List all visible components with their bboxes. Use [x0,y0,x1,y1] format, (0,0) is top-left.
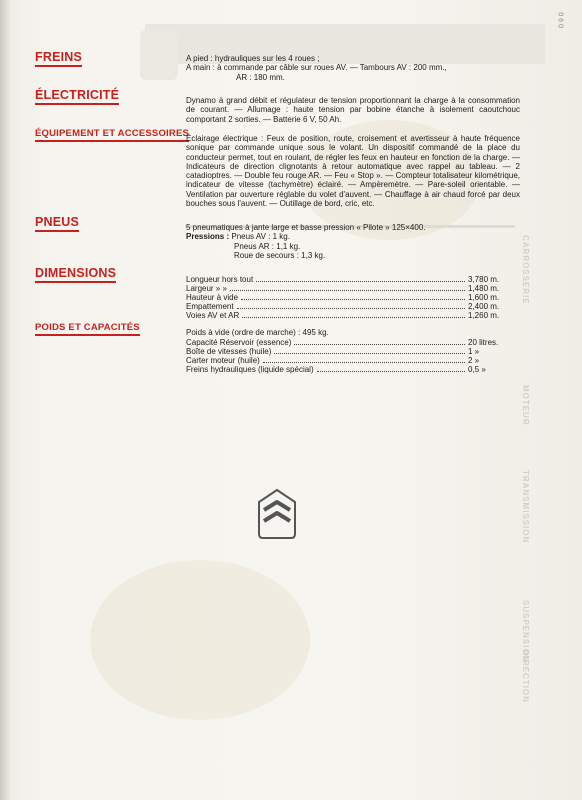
dimension-row [186,311,518,320]
electricite-text: Dynamo à grand débit et régulateur de tension proportionnant la charge à la consommation de courant. — Allumage : haute tension par bobine étanche à isolement caoutchouc comportant 2 sorties. — Batterie 6 V, 50 Ah. [186,96,520,124]
dimension-value: 3,780 m. [468,275,500,284]
show-through-label: SUSPENSION [521,600,530,663]
dimension-label: Longueur hors tout [186,275,254,284]
dimension-value: 2,400 m. [468,302,500,311]
dot-leader [317,371,465,372]
dimension-label: Empattement [186,302,234,311]
section-title-equipement: ÉQUIPEMENT ET ACCESSOIRES [35,128,189,142]
section-title-electricite: ÉLECTRICITÉ [35,88,119,105]
dimension-label: Voies AV et AR [186,311,240,320]
dimension-value: 1,480 m. [468,284,500,293]
capacity-label: Boîte de vitesses (huile) [186,347,272,356]
section-title-poids: POIDS ET CAPACITÉS [35,322,140,336]
paper-stain [90,560,310,720]
pression-ar: Pneus AR : 1,1 kg. [234,241,301,251]
pressions-label: Pressions : [186,232,230,242]
dimension-row [186,302,518,311]
dot-leader [256,281,465,282]
freins-text [186,54,520,82]
dot-leader [294,344,465,345]
capacity-row [186,356,518,365]
dot-leader [237,308,465,309]
dimension-value: 1,600 m. [468,293,500,302]
show-through-logo [140,30,178,80]
dot-leader [274,353,465,354]
dimension-row [186,293,518,302]
capacity-value: 2 » [468,356,480,365]
poids-first-line: Poids à vide (ordre de marche) : 495 kg. [186,328,329,337]
pression-secours: Roue de secours : 1,3 kg. [234,250,326,260]
dot-leader [242,317,465,318]
capacity-row [186,338,518,347]
capacity-value: 1 » [468,347,480,356]
capacity-value: 0,5 » [468,365,486,374]
dimension-value: 1,260 m. [468,311,500,320]
citroen-double-chevron-icon [255,488,299,540]
dimension-label: Hauteur à vide [186,293,239,302]
equipement-text: Éclairage électrique : Feux de position, route, croisement et avertisseur à haute fréquence sonique par commande unique sous le volant. Un dispositif commandé de la place du conducteur permet, tout en roulant, de régler les feux en hauteur en fonction de la charge. — Indicateurs de direction clignotants à retour automatique avec rappel au tableau. — 2 catadioptres. — Double feu rouge AR. — Feu « Stop ». — Compteur totalisateur kilométrique, indicateur de vitesse (tachymètre) éclairé. — Ampèremètre. — Pare-soleil orientable. — Ventilation par ouverture réglable du volet d'auvent. — Chauffage à air chaud forcé par deux bouches sous l'auvent. — Outillage de bord, cric, etc. [186,134,520,209]
pression-av: Pneus AV : 1 kg. [231,232,290,242]
show-through-label: CARROSSERIE [521,235,530,305]
page-binding-edge [0,0,10,800]
capacity-row [186,347,518,356]
capacity-value: 20 litres. [468,338,499,347]
freins-line: AR : 180 mm. [236,72,285,82]
capacity-label: Freins hydrauliques (liquide spécial) [186,365,314,374]
section-title-freins: FREINS [35,50,82,67]
freins-line: A pied : hydrauliques sur les 4 roues ; [186,54,320,63]
capacity-row [186,365,518,374]
dot-leader [230,290,465,291]
dot-leader [263,362,465,363]
dimension-label: Largeur » » [186,284,227,293]
capacity-label: Carter moteur (huile) [186,356,260,365]
section-title-dimensions: DIMENSIONS [35,266,116,283]
margin-note: 0 6 0 [557,12,564,28]
dimension-row [186,284,518,293]
pneus-text [186,223,486,260]
show-through-label: TRANSMISSION [521,470,530,544]
freins-line: A main : à commande par câble sur roues AV. — Tambours AV : 200 mm., [186,63,447,73]
pneus-line: 5 pneumatiques à jante large et basse pression « Pilote » 125×400. [186,223,426,232]
show-through-label: DIRECTION [521,650,530,703]
show-through-label: MOTEUR [521,385,530,426]
capacity-label: Capacité Réservoir (essence) [186,338,292,347]
dimension-row [186,275,518,284]
dot-leader [241,299,465,300]
section-title-pneus: PNEUS [35,215,79,232]
